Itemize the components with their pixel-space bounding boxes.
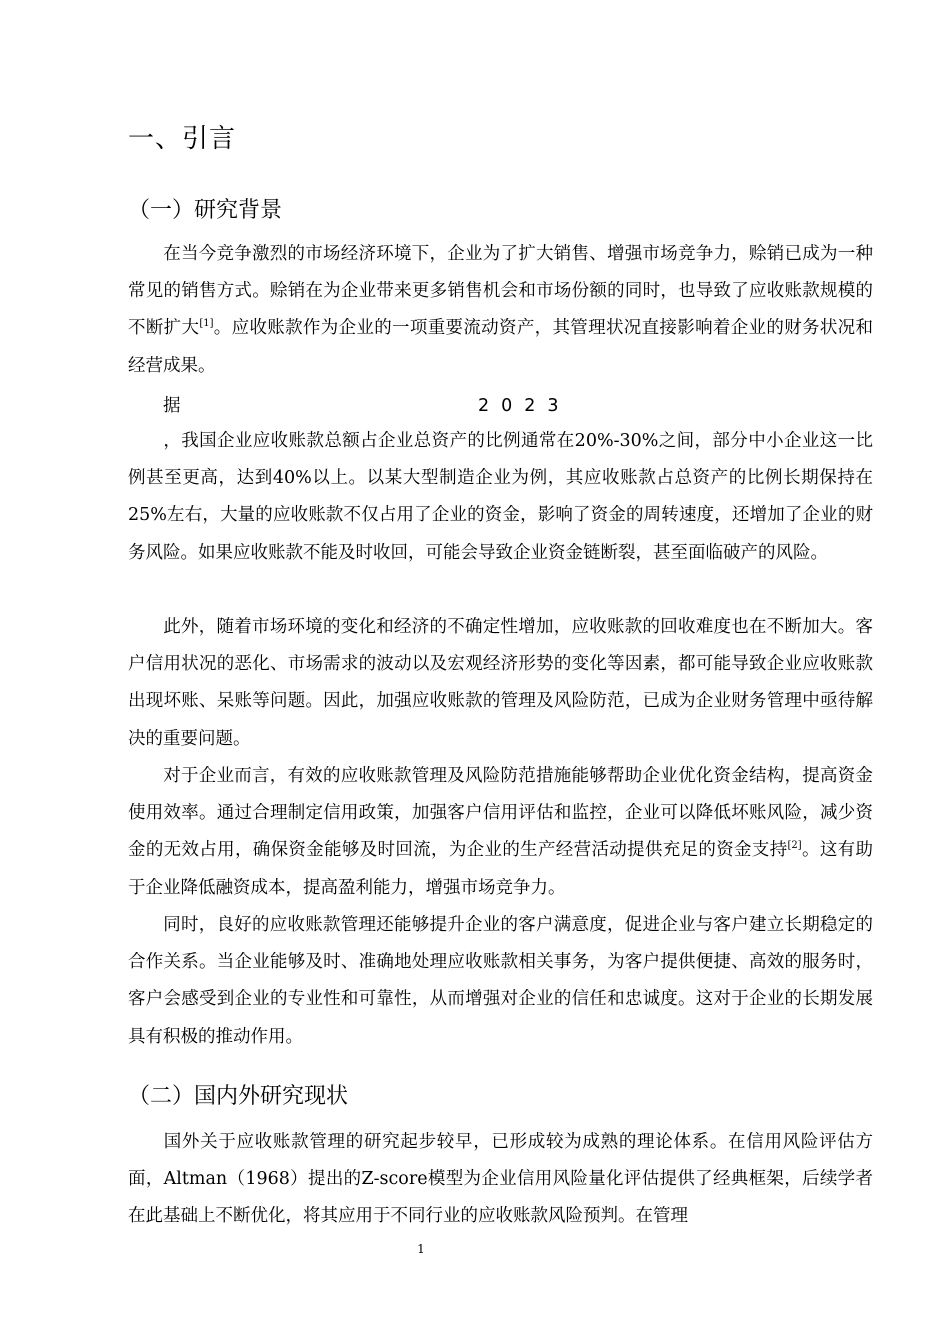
paragraph-2-year: 2023 <box>478 396 571 416</box>
paragraph-5: 同时，良好的应收账款管理还能够提升企业的客户满意度，促进企业与客户建立长期稳定的合作关系。当企业能够及时、准确地处理应收账款相关事务，为客户提供便捷、高效的服务时，客户会感受到企业的专业性和可靠性，从而增强对企业的信任和忠诚度。这对于企业的长期发展具有积极的推动作用。 <box>128 915 873 1047</box>
subsection-heading-research-status: （二）国内外研究现状 <box>128 1084 349 1109</box>
paragraph-2: ，我国企业应收账款总额占企业总资产的比例通常在20%-30%之间，部分中小企业这一比例甚至更高，达到40%以上。以某大型制造企业为例，其应收账款占总资产的比例长期保持在25%左右，大量的应收账款不仅占用了企业的资金，影响了资金的周转速度，还增加了企业的财务风险。如果应收账款不能及时收回，可能会导致企业资金链断裂，甚至面临破产的风险。 <box>128 431 873 563</box>
citation-ref: [1] <box>199 318 214 330</box>
paragraph-6: 国外关于应收账款管理的研究起步较早，已形成较为成熟的理论体系。在信用风险评估方面，Altman（1968）提出的Z-score模型为企业信用风险量化评估提供了经典框架，后续学者在此基础上不断优化，将其应用于不同行业的应收账款风险预判。在管理 <box>128 1132 873 1227</box>
page-number: 1 <box>417 1242 425 1256</box>
paragraph-4: 对于企业而言，有效的应收账款管理及风险防范措施能够帮助企业优化资金结构，提高资金使用效率。通过合理制定信用政策，加强客户信用评估和监控，企业可以降低坏账风险，减少资金的无效占用，确保资金能够及时回流，为企业的生产经营活动提供充足的资金支持[2]。这有助于企业降低融资成本，提高盈利能力，增强市场竞争力。 <box>128 766 874 898</box>
paragraph-3: 此外，随着市场环境的变化和经济的不确定性增加，应收账款的回收难度也在不断加大。客户信用状况的恶化、市场需求的波动以及宏观经济形势的变化等因素，都可能导致企业应收账款出现坏账、呆账等问题。因此，加强应收账款的管理及风险防范，已成为企业财务管理中亟待解决的重要问题。 <box>128 617 873 749</box>
section-heading: 一、引言 <box>128 124 237 154</box>
paragraph-2-lead: 据 <box>163 396 181 416</box>
paragraph-1: 在当今竞争激烈的市场经济环境下，企业为了扩大销售、增强市场竞争力，赊销已成为一种常见的销售方式。赊销在为企业带来更多销售机会和市场份额的同时，也导致了应收账款规模的不断扩大[1]。应收账款作为企业的一项重要流动资产，其管理状况直接影响着企业的财务状况和经营成果。 <box>128 244 874 376</box>
citation-ref: [2] <box>787 840 802 852</box>
subsection-heading-background: （一）研究背景 <box>128 198 283 223</box>
